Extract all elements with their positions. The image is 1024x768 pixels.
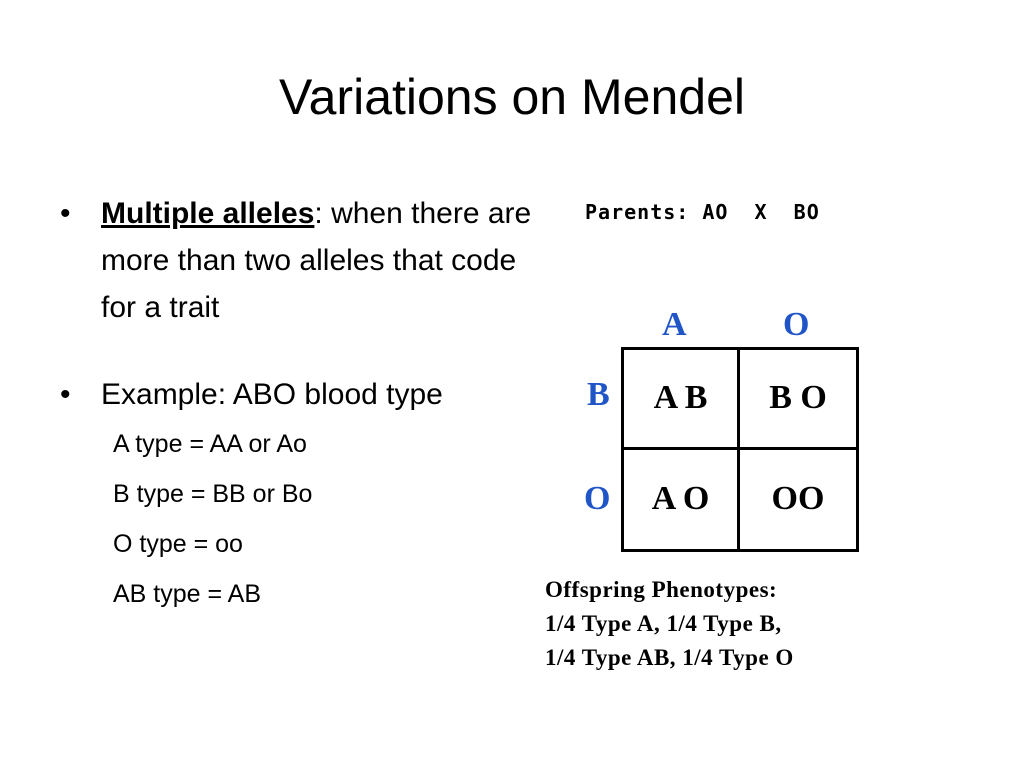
punnett-cell-ab: A B — [624, 350, 740, 450]
offspring-line-2: 1/4 Type AB, 1/4 Type O — [545, 645, 794, 670]
punnett-square-figure — [540, 190, 960, 690]
term-multiple-alleles: Multiple alleles — [101, 197, 315, 230]
row-allele-b: B — [587, 376, 610, 413]
offspring-line-1: 1/4 Type A, 1/4 Type B, — [545, 611, 782, 636]
punnett-cell-bo: B O — [740, 350, 856, 450]
bullet-marker: • — [60, 378, 71, 411]
bullet-marker: • — [60, 197, 71, 230]
sub-item-a-type: A type = AA or Ao — [113, 430, 307, 458]
row-allele-o: O — [584, 480, 611, 517]
example-text: Example: ABO blood type — [101, 378, 443, 411]
punnett-cell-ao: A O — [624, 450, 740, 550]
parents-label: Parents: AO X BO — [585, 200, 820, 224]
sub-item-b-type: B type = BB or Bo — [113, 480, 313, 508]
definition-text: : when there are more than two alleles that code for a trait — [101, 197, 532, 324]
slide-title: Variations on Mendel — [278, 69, 745, 125]
bullet-multiple-alleles — [60, 190, 540, 331]
column-allele-o: O — [783, 306, 810, 343]
bullet-list — [60, 190, 540, 619]
column-allele-a: A — [662, 306, 687, 343]
sub-item-ab-type: AB type = AB — [113, 580, 262, 608]
offspring-heading: Offspring Phenotypes: — [545, 577, 778, 602]
bullet-example — [60, 371, 540, 418]
sub-item-o-type: O type = oo — [113, 530, 243, 558]
punnett-cell-oo: OO — [771, 480, 825, 518]
punnett-grid — [621, 347, 859, 552]
blood-type-list — [60, 419, 540, 619]
offspring-phenotypes — [545, 573, 794, 675]
